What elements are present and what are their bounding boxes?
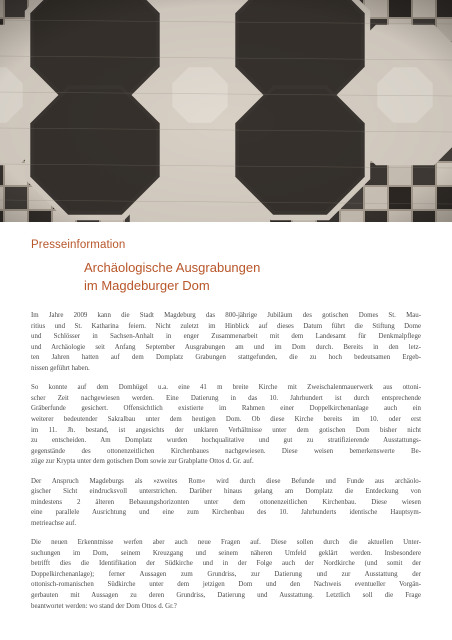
body-paragraph [31,538,421,612]
body-paragraph [31,311,421,375]
paragraph-line: metrieachse auf. [31,519,77,527]
paragraph-line: ottonisch-romanischen Südkirche unter dem jetzigen Dom und den Nachweis eventueller Vorgän- [31,581,421,589]
paragraph-line: beantwortet werden: wo stand der Dom Ottos d. Gr.? [31,602,177,610]
paragraph-line: ten Jahren hatten auf dem Domplatz Grabungen stattgefunden, die zu hoch bedeutsamen Ergeb- [31,354,421,362]
paragraph-line: im 11. Jh. bestand, ist angesichts der unklaren Verhältnisse unter dem gotischen Dom bisher nicht [31,426,421,434]
paragraph-line: ritius und St. Katharina feiern. Nicht zuletzt im Hinblick auf dieses Datum führt die Stiftung Dome [31,322,421,330]
document-headline [84,259,404,295]
headline-line: Archäologische Ausgrabungen [84,260,261,275]
paragraph-line: Gräberfunde gesichert. Offensichtlich existierte im Rahmen einer Doppelkirchenanlage auch ein [31,405,421,413]
paragraph-line: weiterer bedeutender Sakralbau unter dem heutigen Dom. Ob diese Kirche bereits im 10. oder erst [31,415,421,423]
paragraph-line: und Schlösser in Sachsen-Anhalt in enger Zusammenarbeit mit dem Landesamt für Denkmalpflege [31,333,421,341]
paragraph-line: Im Jahre 2009 kann die Stadt Magdeburg das 800-jährige Jubiläum des gotischen Domes St. Mau- [31,312,421,319]
mosaic-floor-image [0,0,452,222]
paragraph-line: eine parallele Ausrichtung und eine zum Kirchenbau des 10. Jahrhunderts identische Hauptsym- [31,509,421,517]
paragraph-line: betrifft dies die Identifikation der Südkirche und in der Folge auch der Nordkirche (und somit der [31,560,421,568]
paragraph-line: Die neuen Erkenntnisse werfen aber auch neue Fragen auf. Diese sollen durch die aktuellen Unter- [31,539,421,547]
header-photo-floor-mosaic [0,0,452,222]
body-text [31,311,421,621]
paragraph-line: gerbauten mit Aussagen zu deren Grundriss, Datierung und Ausstattung. Letztlich soll die Frage [31,592,421,600]
paragraph-line: nissen geführt haben. [31,364,90,372]
paragraph-line: Doppelkirchenanlage); ferner Aussagen zum Grundriss, zur Datierung und zur Ausstattung der [31,570,421,578]
paragraph-line: gischer Sicht eindrucksvoll unterstrichen. Darüber hinaus gelang am Domplatz die Entdeckung von [31,488,421,496]
document-kicker: Presseinformation [31,239,126,251]
paragraph-line: mindestens 2 älteren Bebauungshorizonten unter dem ottonenzeitlichen Kirchenbau. Diese wiesen [31,498,421,506]
paragraph-line: scher Zeit nachgewiesen werden. Eine Datierung in das 10. Jahrhundert ist durch entsprechende [31,394,421,402]
photo-vignette [0,0,452,222]
paragraph-line: suchungen im Dom, seinem Kreuzgang und seinem näheren Umfeld geklärt werden. Insbesondere [31,549,421,557]
paragraph-line: Der Anspruch Magdeburgs als »zweites Rom« wird durch diese Befunde und Funde aus archäolo- [31,477,421,485]
body-paragraph [31,477,421,530]
paragraph-line: gegenstände des ottonenzeitlichen Kirchenbaues nachgewiesen. Diese weisen bemerkenswerte Be- [31,447,421,455]
body-paragraph [31,383,421,468]
paragraph-line: zu entscheiden. Am Domplatz wurden hochqualitative und gut zu stratifizierende Ausstattungs- [31,437,421,445]
headline-line: im Magdeburger Dom [84,278,210,293]
paragraph-line: züge zur Krypta unter dem gotischen Dom sowie zur Grabplatte Ottos d. Gr. auf. [31,458,254,466]
paragraph-line: So konnte auf dem Domhügel u.a. eine 41 m breite Kirche mit Zweischalenmauerwerk aus ottoni- [31,384,421,392]
paragraph-line: und Archäologie seit Anfang September Ausgrabungen am und im Dom durch. Bereits in den letz- [31,343,421,351]
